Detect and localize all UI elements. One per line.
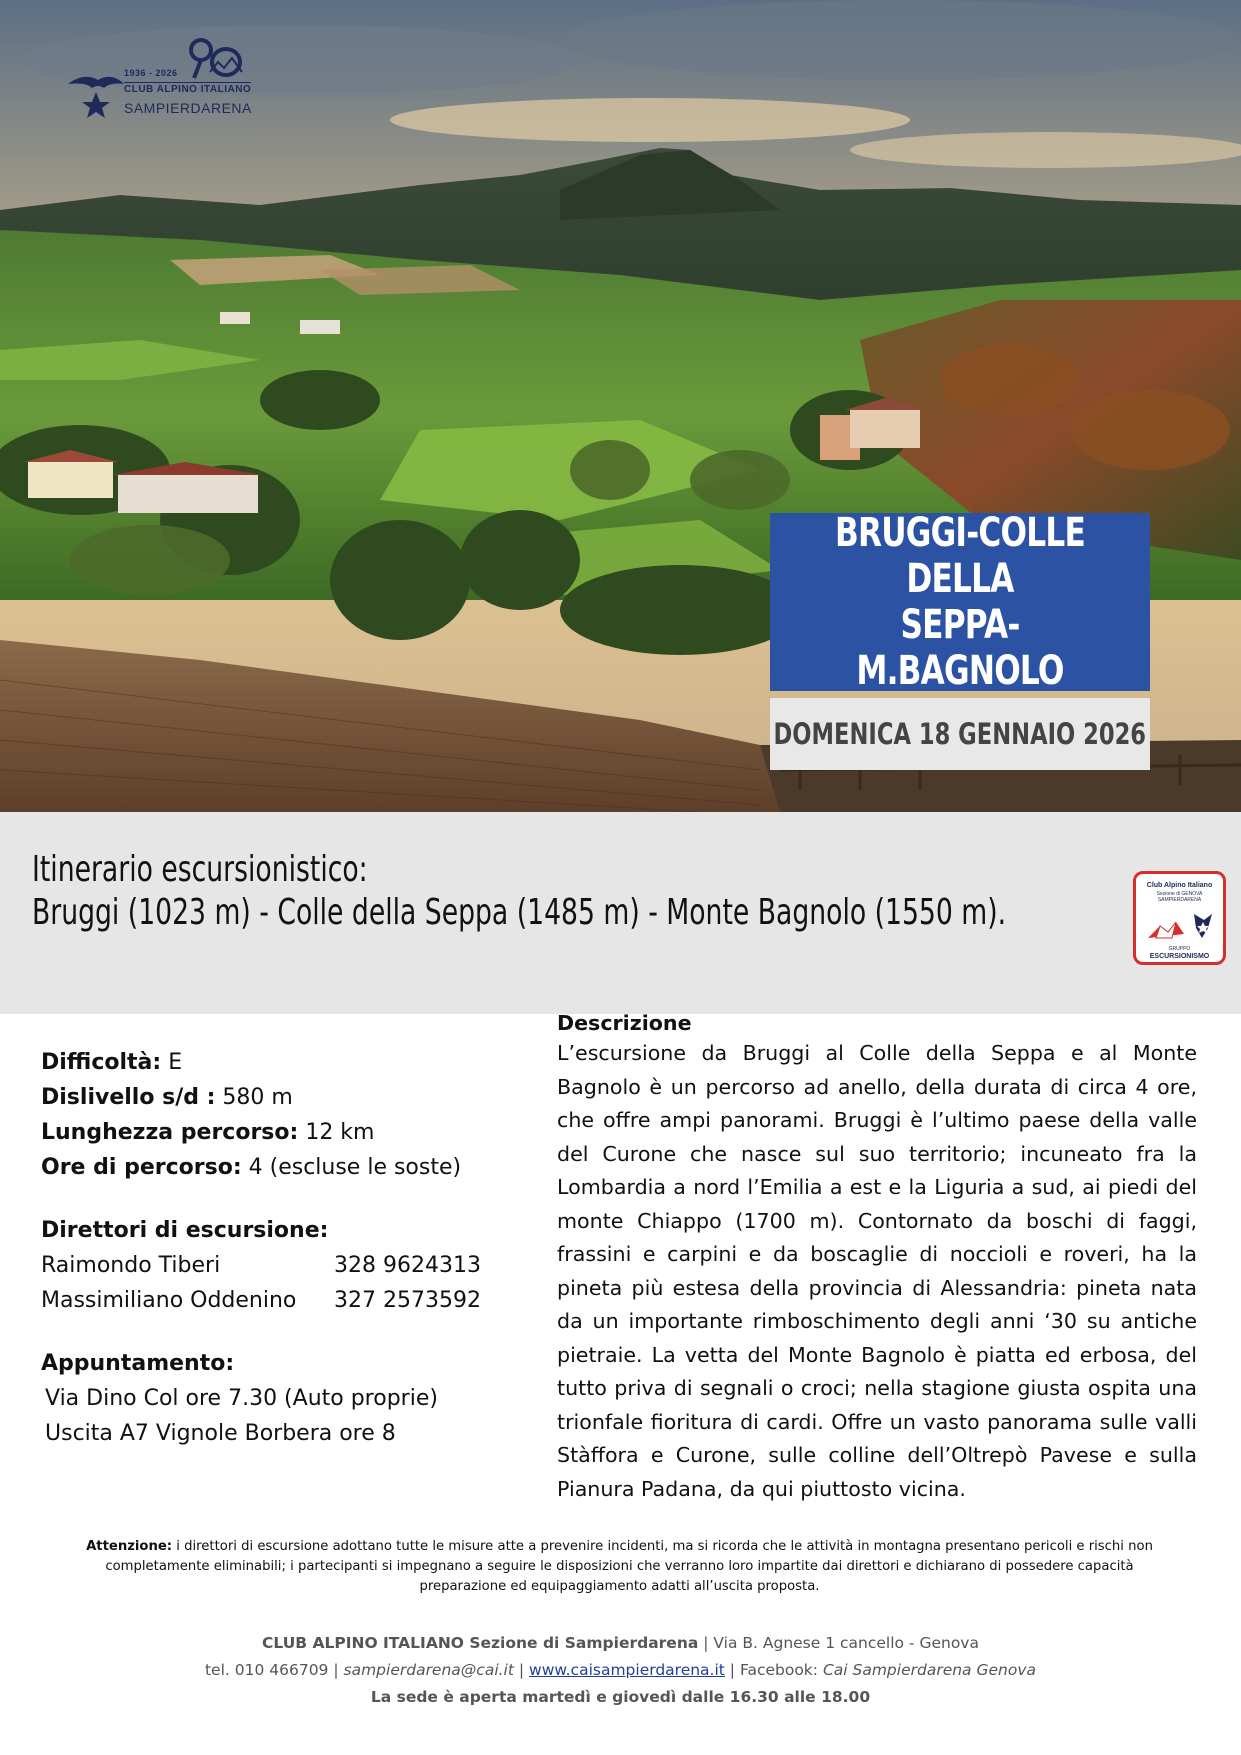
event-date: DOMENICA 18 GENNAIO 2026 xyxy=(773,717,1147,751)
trip-details xyxy=(41,1045,521,1451)
footer-org: CLUB ALPINO ITALIANO Sezione di Sampierdarena xyxy=(262,1634,699,1652)
meeting-heading: Appuntamento: xyxy=(41,1351,235,1376)
length-value: 12 km xyxy=(298,1120,375,1145)
warning-text: i direttori di escursione adottano tutte le misure atte a prevenire incidenti, ma si ricorda che le attività in montagna presentano pericoli e rischi non completamente eliminabili; i partecipanti si impegnano a seguire le disposizioni che verranno loro impartite dai direttori e dichiarano di possedere capacità preparazione ed equipaggiamento adatti all’uscita proposta. xyxy=(105,1539,1153,1594)
difficulty-row xyxy=(41,1045,521,1080)
logo-club-name: CLUB ALPINO ITALIANO xyxy=(124,84,252,95)
director-name: Massimiliano Oddenino xyxy=(41,1288,297,1313)
elevation-row xyxy=(41,1080,521,1115)
event-title-box xyxy=(770,510,1150,694)
event-title: BRUGGI-COLLE DELLA SEPPA-M.BAGNOLO xyxy=(834,510,1086,694)
footer-contacts-line: tel. 010 466709 | sampierdarena@cai.it | www.caisampierdarena.it | Facebook: Cai Sampierdarena Genova xyxy=(204,1661,1037,1679)
hours-value: 4 (escluse le soste) xyxy=(241,1155,462,1180)
itinerary-label: Itinerario escursionistico: xyxy=(32,849,368,890)
itinerary-route: Bruggi (1023 m) - Colle della Seppa (1485 m) - Monte Bagnolo (1550 m). xyxy=(32,892,1007,933)
director-phone: 328 9624313 xyxy=(334,1253,481,1278)
footer-tel: tel. 010 466709 | xyxy=(204,1661,344,1679)
footer xyxy=(0,1630,1241,1711)
badge-flag-icon xyxy=(1146,908,1218,944)
difficulty-value: E xyxy=(161,1050,183,1075)
badge-line-4: ESCURSIONISMO xyxy=(1149,953,1210,960)
director-contact xyxy=(41,1283,521,1318)
footer-address-line xyxy=(0,1630,1241,1657)
length-label: Lunghezza percorso: xyxy=(41,1120,299,1145)
warning-label: Attenzione: xyxy=(86,1539,173,1554)
itinerary-band xyxy=(0,812,1241,1014)
event-date-box xyxy=(770,698,1150,770)
gruppo-escursionismo-badge xyxy=(1133,871,1226,965)
hours-row xyxy=(41,1150,521,1185)
director-phone: 327 2573592 xyxy=(334,1288,481,1313)
elevation-value: 580 m xyxy=(215,1085,293,1110)
description-section xyxy=(557,1010,1197,1506)
logo-years: 1936 - 2026 xyxy=(124,68,178,78)
description-text: L’escursione da Bruggi al Colle della Seppa e al Monte Bagnolo è un percorso ad anello, della durata di circa 4 ore, che offre ampi panorami. Bruggi è l’ultimo paese della valle del Curone che nasce sul suo territorio; incuneato fra la Lombardia a nord l’Emilia a est e la Liguria a sud, ai piedi del monte Chiappo (1700 m). Contornato da boschi di faggi, frassini e carpini e da boscaglie di noccioli e roveri, ha la pineta più estesa della provincia di Alessandria: pineta nata da un importante rimboschimento degli anni ‘30 su antiche pietraie. La vetta del Monte Bagnolo è piatta ed erbosa, del tutto priva di segnali o croci; nella stagione giusta ospita una trionfale fioritura di cardi. Offre un vasto panorama sulle valli Stàffora e Curone, sulle colline dell’Oltrepò Pavese e sulla Pianura Padana, da qui piuttosto vicina. xyxy=(557,1041,1197,1501)
length-row xyxy=(41,1115,521,1150)
cai-sampierdarena-logo xyxy=(64,32,284,127)
logo-section-name: SAMPIERDARENA xyxy=(124,100,252,116)
meeting-point-2: Uscita A7 Vignole Borbera ore 8 xyxy=(45,1421,396,1446)
footer-facebook[interactable]: Cai Sampierdarena Genova xyxy=(822,1661,1037,1679)
footer-email[interactable]: sampierdarena@cai.it xyxy=(343,1661,514,1679)
elevation-label: Dislivello s/d : xyxy=(41,1085,216,1110)
footer-address: | Via B. Agnese 1 cancello - Genova xyxy=(698,1634,979,1652)
hero-landscape-image xyxy=(0,0,1241,812)
footer-opening-hours: La sede è aperta martedì e giovedì dalle 16.30 alle 18.00 xyxy=(370,1688,871,1706)
badge-line-3: GRUPPO xyxy=(1168,946,1191,952)
safety-warning xyxy=(62,1537,1177,1597)
badge-line-2: Sezione di GENOVA SAMPIERDARENA xyxy=(1156,891,1203,903)
badge-line-1: Club Alpino Italiano xyxy=(1146,882,1213,889)
footer-website-link[interactable]: www.caisampierdarena.it xyxy=(529,1661,725,1679)
directors-heading: Direttori di escursione: xyxy=(41,1218,329,1243)
meeting-point-1: Via Dino Col ore 7.30 (Auto proprie) xyxy=(45,1386,438,1411)
director-name: Raimondo Tiberi xyxy=(41,1253,221,1278)
hours-label: Ore di percorso: xyxy=(41,1155,242,1180)
difficulty-label: Difficoltà: xyxy=(41,1050,162,1075)
director-contact xyxy=(41,1248,521,1283)
description-heading: Descrizione xyxy=(557,1011,692,1035)
